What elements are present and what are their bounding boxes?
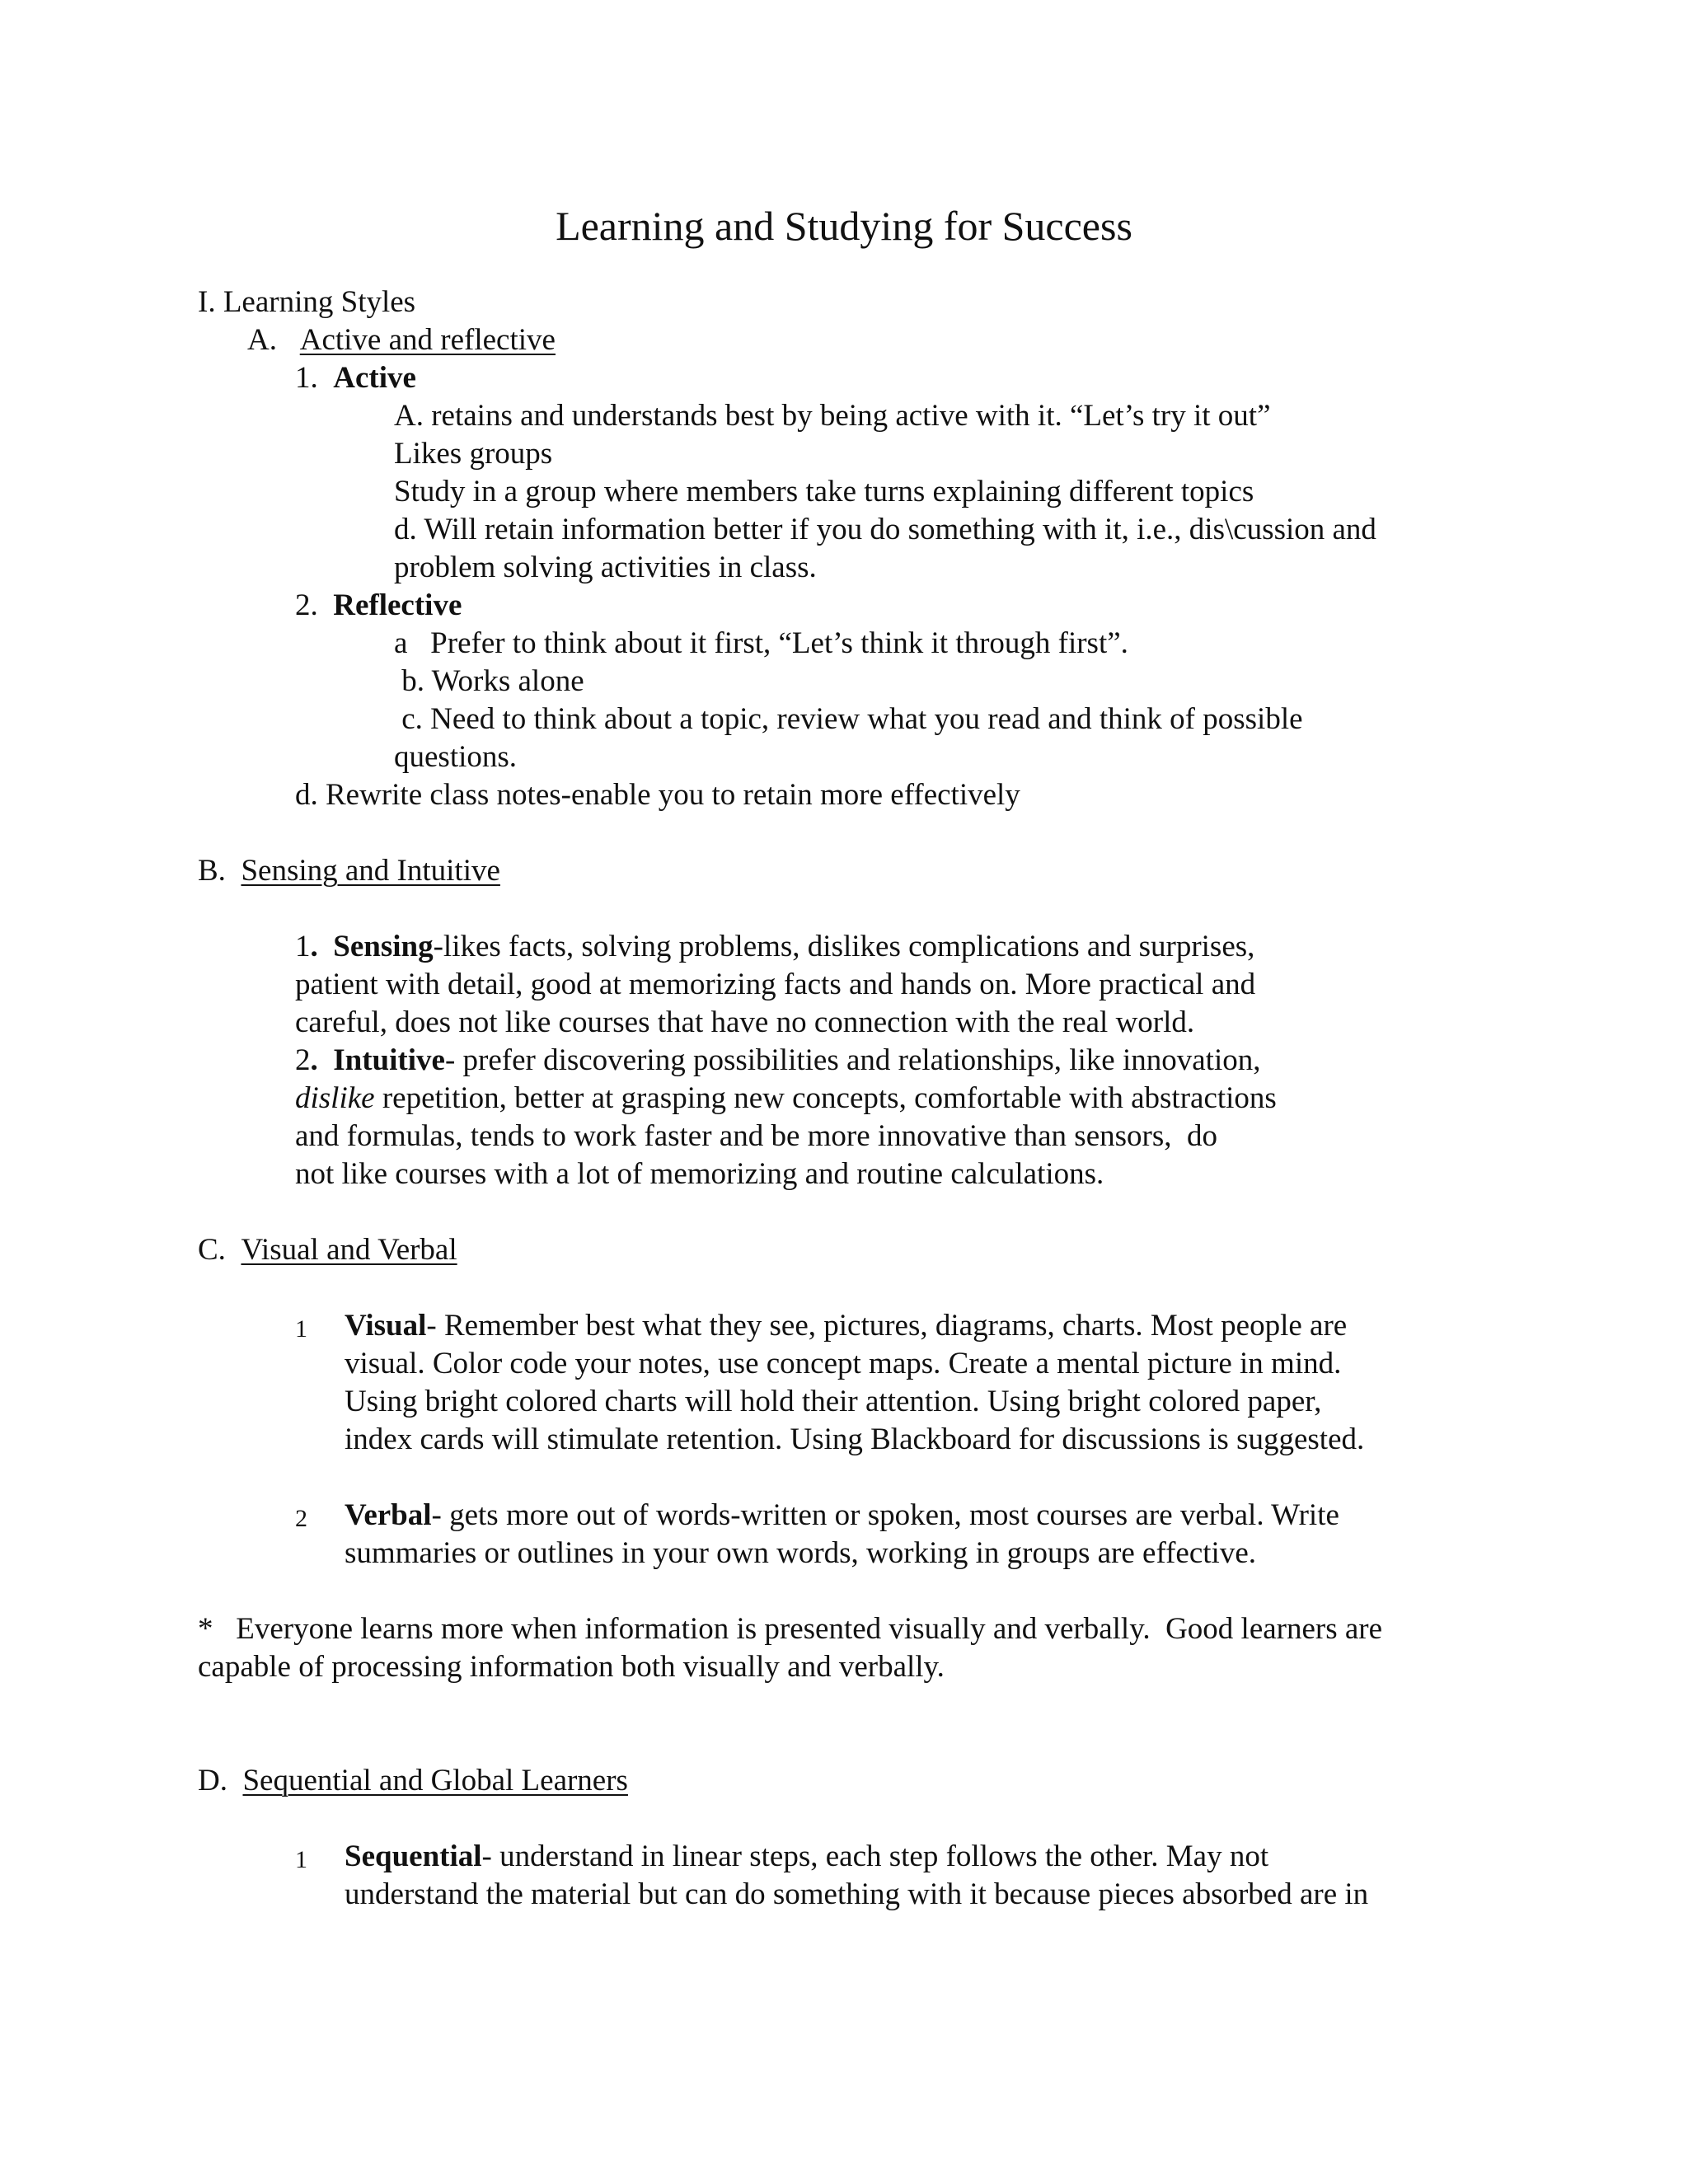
reflective-line: d. Rewrite class notes-enable you to retain more effectively <box>295 778 1020 812</box>
reflective-number: 2. <box>295 588 318 622</box>
subsection-d-label: D. <box>198 1764 227 1797</box>
sensing-paragraph-line: patient with detail, good at memorizing facts and hands on. More practical and <box>295 968 1256 1001</box>
intuitive-paragraph-line <box>295 1042 1261 1080</box>
subsection-d-heading <box>198 1762 628 1800</box>
reflective-line: a Prefer to think about it first, “Let’s think it through first”. <box>394 626 1128 660</box>
verbal-paragraph-line <box>345 1497 1339 1535</box>
note-line: capable of processing information both visually and verbally. <box>198 1650 945 1684</box>
active-heading <box>295 359 416 397</box>
active-line: problem solving activities in class. <box>394 551 817 584</box>
active-line: Likes groups <box>394 437 553 471</box>
visual-text: - Remember best what they see, pictures, diagrams, charts. Most people are <box>426 1309 1348 1343</box>
intuitive-paragraph-line: and formulas, tends to work faster and be more innovative than sensors, do <box>295 1119 1217 1153</box>
subsection-b-heading <box>198 852 500 890</box>
reflective-heading <box>295 587 462 625</box>
visual-number: 1 <box>295 1315 307 1343</box>
section-heading: I. Learning Styles <box>198 285 416 319</box>
verbal-label: Verbal <box>345 1498 432 1532</box>
sensing-paragraph-line: careful, does not like courses that have no connection with the real world. <box>295 1005 1195 1039</box>
visual-paragraph-line: index cards will stimulate retention. Using Blackboard for discussions is suggested. <box>345 1422 1365 1456</box>
subsection-a-label: A. <box>247 323 277 357</box>
intuitive-paragraph-line: not like courses with a lot of memorizing and routine calculations. <box>295 1157 1104 1191</box>
subsection-a-heading <box>247 321 556 359</box>
subsection-c-heading <box>198 1231 457 1269</box>
intuitive-text: - prefer discovering possibilities and relationships, like innovation, <box>444 1043 1261 1077</box>
reflective-line: questions. <box>394 740 518 774</box>
sensing-text: -likes facts, solving problems, dislikes complications and surprises, <box>433 930 1255 963</box>
intuitive-text: repetition, better at grasping new concepts, comfortable with abstractions <box>374 1081 1277 1115</box>
sensing-paragraph-line <box>295 928 1254 966</box>
visual-paragraph-line: Using bright colored charts will hold their attention. Using bright colored paper, <box>345 1385 1322 1418</box>
intuitive-number: 2 <box>295 1043 311 1077</box>
visual-paragraph-line <box>345 1307 1347 1345</box>
active-line: A. retains and understands best by being active with it. “Let’s try it out” <box>394 399 1271 433</box>
active-label: Active <box>333 361 416 395</box>
sensing-dot: . <box>310 930 318 963</box>
note-line: * Everyone learns more when information is presented visually and verbally. Good learners are <box>198 1612 1383 1646</box>
active-line: d. Will retain information better if you do something with it, i.e., dis\cussion and <box>394 513 1376 546</box>
reflective-label: Reflective <box>333 588 462 622</box>
sensing-number: 1 <box>295 930 311 963</box>
active-number: 1. <box>295 361 318 395</box>
verbal-paragraph-line: summaries or outlines in your own words, working in groups are effective. <box>345 1536 1257 1570</box>
sequential-label: Sequential <box>345 1840 482 1873</box>
subsection-a-title: Active and reflective <box>299 323 556 357</box>
intuitive-paragraph-line <box>295 1080 1277 1118</box>
sequential-paragraph-line: understand the material but can do something with it because pieces absorbed are in <box>345 1877 1369 1911</box>
sequential-paragraph-line <box>345 1838 1268 1876</box>
visual-label: Visual <box>345 1309 427 1343</box>
intuitive-label: Intuitive <box>333 1043 445 1077</box>
subsection-c-label: C. <box>198 1233 226 1267</box>
verbal-number: 2 <box>295 1505 307 1532</box>
sequential-number: 1 <box>295 1846 307 1873</box>
visual-paragraph-line: visual. Color code your notes, use concept maps. Create a mental picture in mind. <box>345 1347 1342 1380</box>
page-title: Learning and Studying for Success <box>556 203 1132 249</box>
reflective-line: c. Need to think about a topic, review what you read and think of possible <box>394 702 1303 736</box>
subsection-b-title: Sensing and Intuitive <box>241 854 500 888</box>
sequential-text: - understand in linear steps, each step follows the other. May not <box>481 1840 1269 1873</box>
sensing-label: Sensing <box>333 930 434 963</box>
intuitive-dot: . <box>310 1043 318 1077</box>
verbal-text: - gets more out of words-written or spoken, most courses are verbal. Write <box>431 1498 1339 1532</box>
active-line: Study in a group where members take turns explaining different topics <box>394 475 1254 509</box>
subsection-d-title: Sequential and Global Learners <box>242 1764 628 1797</box>
intuitive-italic-word: dislike <box>295 1081 375 1115</box>
reflective-line: b. Works alone <box>394 664 584 698</box>
subsection-b-label: B. <box>198 854 226 888</box>
subsection-c-title: Visual and Verbal <box>241 1233 457 1267</box>
